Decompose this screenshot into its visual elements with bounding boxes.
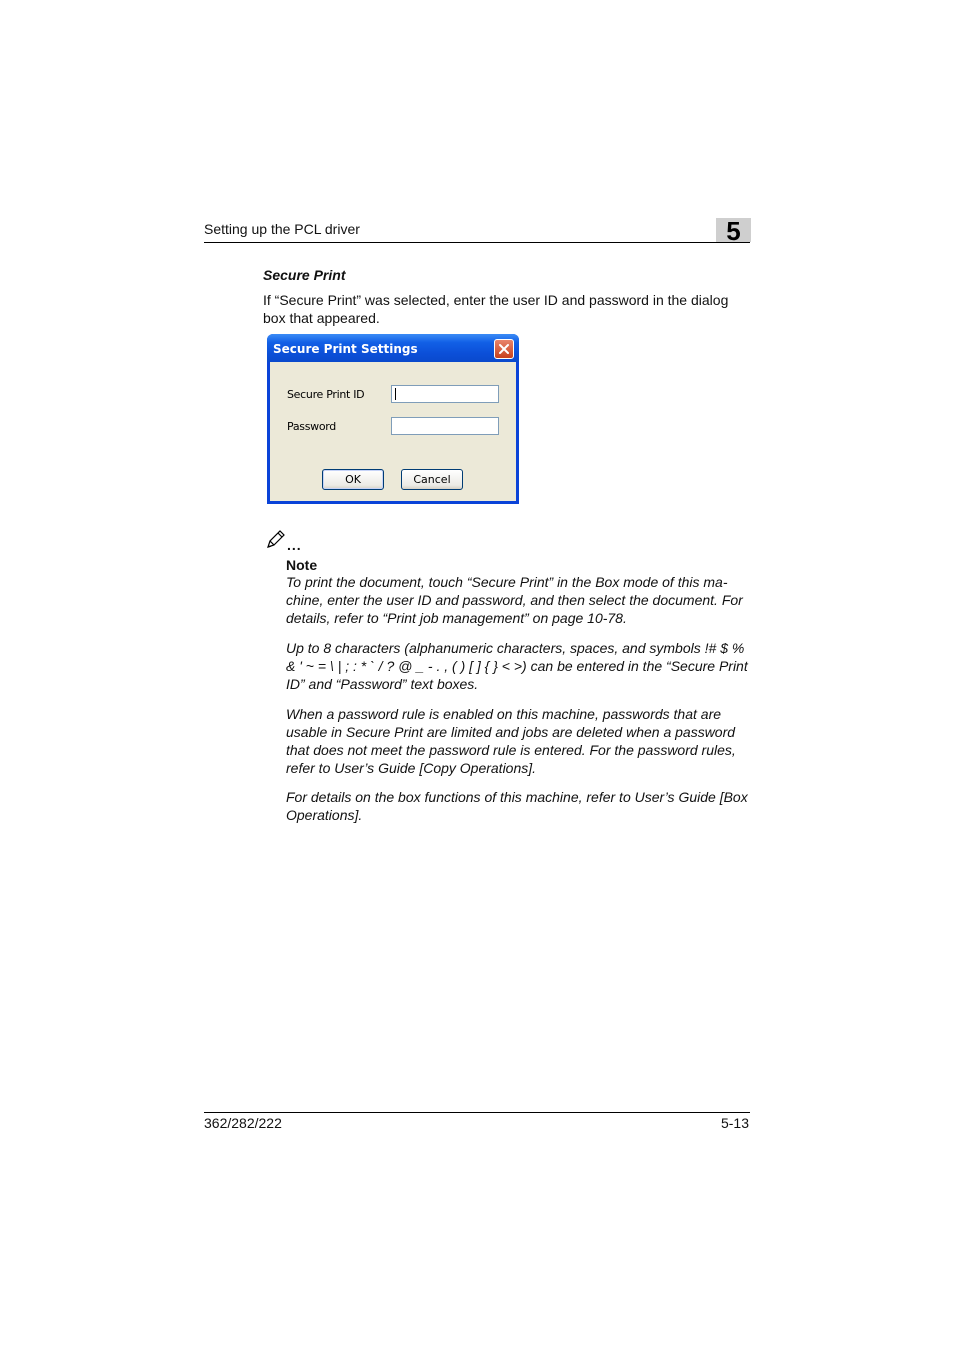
note-paragraph: Up to 8 characters (alphanumeric characters, spaces, and symbols !# $ % & ' ~ = \ | ; : * ` / ? @ _ - . , ( ) [ ] { } < >) can be entered in the “Secure Print ID” and “Password” text boxes. — [286, 640, 748, 692]
footer-model: 362/282/222 — [204, 1115, 282, 1131]
note-paragraph: To print the document, touch “Secure Print” in the Box mode of this ma-chine, enter the user ID and password, and then select the document. For details, refer to “Print job management” on page 10-78. — [286, 574, 743, 626]
intro-paragraph: If “Secure Print” was selected, enter the user ID and password in the dialog box that appeared. — [263, 292, 729, 326]
running-header-title: Setting up the PCL driver — [204, 221, 360, 237]
dialog-title: Secure Print Settings — [273, 342, 418, 356]
header-divider — [204, 242, 750, 243]
note-paragraph: For details on the box functions of this machine, refer to User’s Guide [Box Operations]. — [286, 789, 748, 823]
close-button[interactable] — [494, 339, 514, 359]
pencil-icon — [265, 528, 287, 555]
ok-button[interactable]: OK — [322, 469, 384, 490]
chapter-number: 5 — [726, 216, 741, 246]
dialog-body — [270, 362, 516, 501]
dialog-titlebar[interactable] — [267, 334, 519, 362]
note-paragraph: When a password rule is enabled on this machine, passwords that are usable in Secure Print are limited and jobs are deleted when a password that does not meet the password rule is entered. For the password rules, refer to User’s Guide [Copy Operations]. — [286, 706, 736, 776]
section-heading: Secure Print — [263, 267, 346, 283]
text-caret — [395, 388, 396, 400]
secure-print-id-input[interactable] — [391, 385, 499, 403]
secure-print-settings-dialog — [267, 334, 519, 504]
page-number: 5-13 — [720, 1115, 749, 1131]
footer-divider — [204, 1112, 750, 1113]
note-heading: Note — [286, 557, 318, 573]
secure-print-id-label: Secure Print ID — [287, 388, 365, 401]
password-input[interactable] — [391, 417, 499, 435]
password-label: Password — [287, 420, 336, 433]
cancel-button[interactable]: Cancel — [401, 469, 463, 490]
note-dots: ... — [287, 537, 302, 553]
close-icon — [498, 343, 510, 355]
